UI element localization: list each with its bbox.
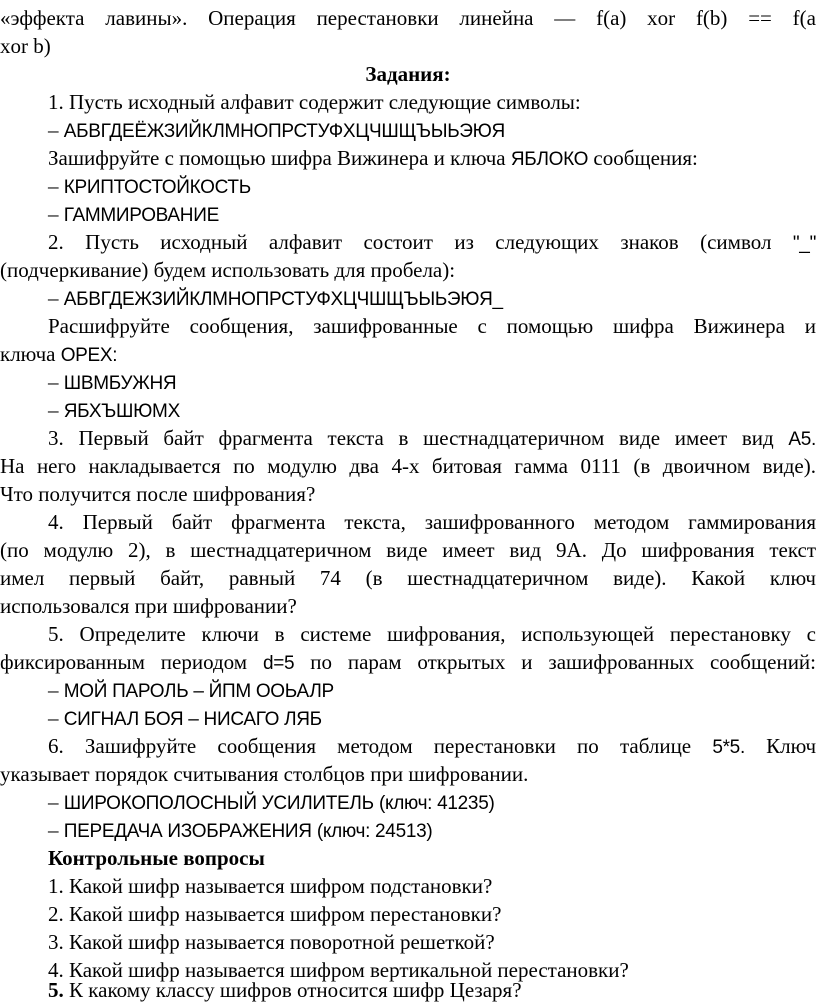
pair-text: МОЙ ПАРОЛЬ – ЙПМ ООЬАЛР bbox=[63, 681, 334, 702]
task1-instruction-end: сообщения: bbox=[593, 146, 698, 170]
item-key: (ключ: 41235) bbox=[379, 793, 495, 814]
message-text: ШВМБУЖНЯ bbox=[63, 373, 177, 394]
intro-line-2: xor b) bbox=[0, 34, 51, 58]
task6-line-1-end: Ключ bbox=[766, 734, 816, 758]
task1-alphabet: АБВГДЕЁЖЗИЙКЛМНОПРСТУФХЦЧШЩЪЫЬЭЮЯ bbox=[63, 121, 505, 142]
message-text: ЯБХЪШЮМХ bbox=[63, 401, 180, 422]
dash-marker: – bbox=[48, 118, 59, 142]
task2-alphabet-line bbox=[48, 284, 816, 314]
dash-marker: – bbox=[48, 818, 59, 842]
task1-instruction-text: Зашифруйте с помощью шифра Вижинера и ключа bbox=[48, 146, 506, 170]
dash-marker: – bbox=[48, 678, 59, 702]
question-number: 5. bbox=[48, 978, 64, 1002]
dash-marker: – bbox=[48, 790, 59, 814]
item-text: ПЕРЕДАЧА ИЗОБРАЖЕНИЯ bbox=[63, 821, 312, 842]
task5-line-2 bbox=[0, 648, 816, 676]
task6-item-2 bbox=[48, 816, 816, 846]
task2-message-1 bbox=[48, 368, 816, 398]
dash-marker: – bbox=[48, 706, 59, 730]
task5-line-2-text: фиксированным периодом bbox=[0, 650, 248, 674]
question-text: К какому классу шифров относится шифр Цезаря? bbox=[69, 978, 522, 1002]
task4-line-3: имел первый байт, равный 74 (в шестнадцатеричном виде). Какой ключ bbox=[0, 566, 816, 590]
task2-symbol: "_" bbox=[792, 233, 816, 254]
task5-pair-1 bbox=[48, 676, 816, 706]
task2-alphabet: АБВГДЕЖЗИЙКЛМНОПРСТУФХЦЧШЩЪЫЬЭЮЯ_ bbox=[63, 289, 503, 310]
task3-line-1-text: 3. Первый байт фрагмента текста в шестнадцатеричном виде имеет вид bbox=[48, 426, 774, 450]
control-question-4: 4. Какой шифр называется шифром вертикальной перестановки? bbox=[48, 958, 629, 982]
task5-line-2-end: по парам открытых и зашифрованных сообщений: bbox=[310, 650, 816, 674]
message-text: ГАММИРОВАНИЕ bbox=[63, 205, 219, 226]
task3-line-2: На него накладывается по модулю два 4-х битовая гамма 0111 (в двоичном виде). bbox=[0, 454, 816, 478]
task5-line-1: 5. Определите ключи в системе шифрования, использующей перестановку с bbox=[48, 622, 816, 646]
dash-marker: – bbox=[48, 370, 59, 394]
task2-line-4-text: ключа bbox=[0, 342, 56, 366]
task1-message-2 bbox=[48, 200, 816, 230]
pair-text: СИГНАЛ БОЯ – НИСАГО ЛЯБ bbox=[63, 709, 322, 730]
task2-line-1-text: 2. Пусть исходный алфавит состоит из следующих знаков (символ bbox=[48, 230, 772, 254]
task6-line-2: указывает порядок считывания столбцов при шифровании. bbox=[0, 762, 529, 786]
control-heading: Контрольные вопросы bbox=[48, 846, 265, 870]
dash-marker: – bbox=[48, 174, 59, 198]
intro-line-1: «эффекта лавины». Операция перестановки линейна — f(a) xor f(b) == f(a bbox=[0, 6, 816, 30]
task2-line-4 bbox=[0, 340, 816, 370]
task4-line-4: использовался при шифровании? bbox=[0, 594, 297, 618]
task3-hex-value: А5. bbox=[788, 429, 816, 450]
task6-table-size: 5*5. bbox=[712, 737, 745, 758]
task2-message-2 bbox=[48, 396, 816, 426]
task1-text: 1. Пусть исходный алфавит содержит следующие символы: bbox=[48, 90, 581, 114]
item-key: (ключ: 24513) bbox=[316, 821, 433, 842]
task6-line-1 bbox=[48, 732, 816, 760]
message-text: КРИПТОСТОЙКОСТЬ bbox=[63, 177, 251, 198]
task1-key: ЯБЛОКО bbox=[510, 149, 589, 170]
task2-key: ОРЕХ: bbox=[60, 345, 118, 366]
dash-marker: – bbox=[48, 398, 59, 422]
task4-line-1: 4. Первый байт фрагмента текста, зашифрованного методом гаммирования bbox=[48, 510, 816, 534]
dash-marker: – bbox=[48, 286, 59, 310]
task3-line-1 bbox=[48, 424, 816, 452]
control-question-3: 3. Какой шифр называется поворотной решеткой? bbox=[48, 930, 495, 954]
task1-alphabet-line bbox=[48, 116, 816, 146]
task2-line-1 bbox=[48, 228, 816, 256]
task5-pair-2 bbox=[48, 704, 816, 734]
control-question-5 bbox=[48, 976, 816, 1004]
tasks-heading: Задания: bbox=[365, 62, 451, 86]
dash-marker: – bbox=[48, 202, 59, 226]
control-question-2: 2. Какой шифр называется шифром перестановки? bbox=[48, 902, 502, 926]
task2-line-2: (подчеркивание) будем использовать для пробела): bbox=[0, 258, 456, 282]
task3-line-3: Что получится после шифрования? bbox=[0, 482, 316, 506]
control-question-1: 1. Какой шифр называется шифром подстановки? bbox=[48, 874, 493, 898]
task4-line-2: (по модулю 2), в шестнадцатеричном виде имеет вид 9А. До шифрования текст bbox=[0, 538, 816, 562]
task6-item-1 bbox=[48, 788, 816, 818]
task2-line-3: Расшифруйте сообщения, зашифрованные с помощью шифра Вижинера и bbox=[48, 314, 816, 338]
task5-period: d=5 bbox=[262, 653, 295, 674]
task1-message-1 bbox=[48, 172, 816, 202]
task1-instruction bbox=[48, 144, 816, 174]
task6-line-1-text: 6. Зашифруйте сообщения методом перестановки по таблице bbox=[48, 734, 692, 758]
item-text: ШИРОКОПОЛОСНЫЙ УСИЛИТЕЛЬ bbox=[63, 793, 374, 814]
